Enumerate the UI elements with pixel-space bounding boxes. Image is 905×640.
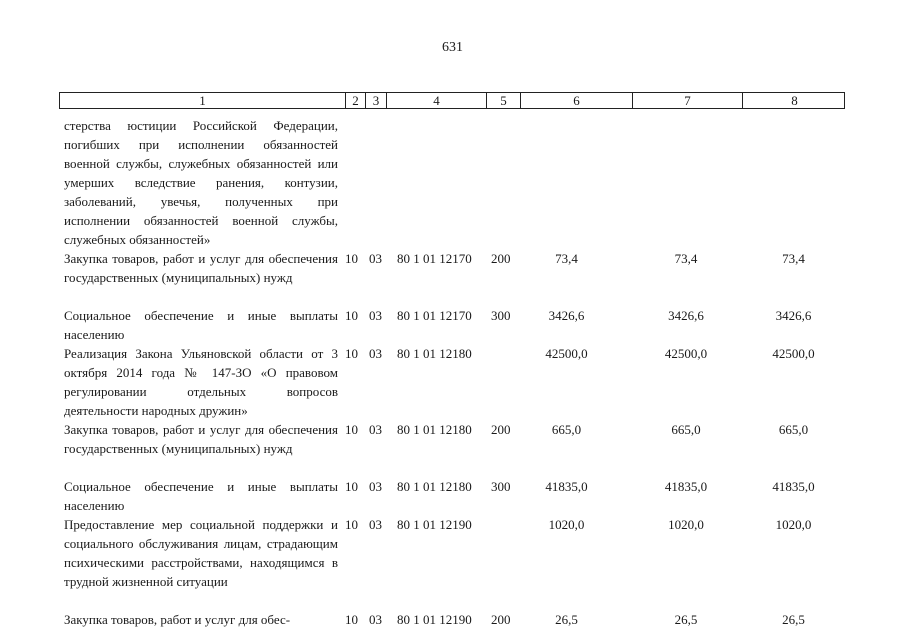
amount-col-6: 73,4 [555, 251, 578, 266]
row-description: Предоставление мер социальной поддержки и социального обслуживания лицам, страдающим психическими расстройствами, находящимся в трудной жизненной ситуации [64, 517, 338, 589]
row-description: Социальное обеспечение и иные выплаты населению [64, 308, 338, 342]
section-code: 10 [345, 422, 358, 437]
subsection-code: 03 [369, 612, 382, 627]
expense-type-code: 200 [491, 612, 511, 627]
amount-col-7: 42500,0 [664, 346, 708, 361]
subsection-code: 03 [369, 422, 382, 437]
section-code: 10 [345, 308, 358, 323]
header-col-4: 4 [386, 93, 486, 108]
target-article-code: 80 1 01 12190 [397, 612, 472, 627]
target-article-code: 80 1 01 12180 [397, 422, 472, 437]
amount-col-8: 3426,6 [775, 308, 812, 323]
target-article-code: 80 1 01 12180 [397, 479, 472, 494]
subsection-code: 03 [369, 308, 382, 323]
expense-type-code: 300 [491, 479, 511, 494]
amount-col-8: 665,0 [778, 422, 809, 437]
target-article-code: 80 1 01 12170 [397, 308, 472, 323]
header-col-1: 1 [199, 93, 206, 108]
section-code: 10 [345, 346, 358, 361]
target-article-code: 80 1 01 12190 [397, 517, 472, 532]
target-article-code: 80 1 01 12170 [397, 251, 472, 266]
expense-type-code: 300 [491, 308, 511, 323]
amount-col-7: 26,5 [674, 612, 698, 627]
subsection-code: 03 [369, 479, 382, 494]
table-body [0, 116, 905, 629]
row-description: Социальное обеспечение и иные выплаты населению [64, 479, 338, 513]
amount-col-7: 1020,0 [668, 517, 704, 532]
section-code: 10 [345, 251, 358, 266]
table-row [0, 249, 905, 306]
table-row [0, 116, 905, 249]
header-col-2: 2 [345, 93, 365, 108]
subsection-code: 03 [369, 346, 382, 361]
amount-col-8: 42500,0 [772, 346, 815, 361]
amount-col-6: 41835,0 [545, 479, 588, 494]
page-number: 631 [442, 40, 463, 55]
amount-col-7: 41835,0 [664, 479, 708, 494]
amount-col-8: 26,5 [782, 612, 805, 627]
section-code: 10 [345, 612, 358, 627]
section-code: 10 [345, 517, 358, 532]
row-description: Закупка товаров, работ и услуг для обеспечения государственных (муниципальных) нужд [64, 251, 338, 285]
expense-type-code: 200 [491, 251, 511, 266]
target-article-code: 80 1 01 12180 [397, 346, 472, 361]
amount-col-7: 3426,6 [668, 308, 704, 323]
amount-col-7: 665,0 [671, 422, 701, 437]
amount-col-7: 73,4 [674, 251, 698, 266]
header-col-8: 8 [742, 93, 846, 108]
row-description: Закупка товаров, работ и услуг для обес- [64, 612, 291, 627]
section-code: 10 [345, 479, 358, 494]
table-row [0, 610, 905, 629]
table-row [0, 420, 905, 477]
amount-col-8: 41835,0 [772, 479, 815, 494]
table-row [0, 306, 905, 344]
header-col-5: 5 [486, 93, 520, 108]
header-col-3: 3 [365, 93, 386, 108]
row-description: Закупка товаров, работ и услуг для обеспечения государственных (муниципальных) нужд [64, 422, 338, 456]
header-col-7: 7 [632, 93, 742, 108]
subsection-code: 03 [369, 517, 382, 532]
row-description: стерства юстиции Российской Федерации, погибших при исполнении обязанностей военной службы, служебных обязанностей или умерших вследствие ранения, контузии, заболеваний, увечья, полученных при исполнении обязанностей военной службы, служебных обязанностей» [64, 118, 338, 247]
amount-col-6: 665,0 [551, 422, 582, 437]
amount-col-6: 3426,6 [548, 308, 585, 323]
header-col-6: 6 [520, 93, 632, 108]
amount-col-8: 73,4 [782, 251, 805, 266]
amount-col-8: 1020,0 [775, 517, 812, 532]
table-row [0, 344, 905, 420]
row-description: Реализация Закона Ульяновской области от 3 октября 2014 года № 147-ЗО «О правовом регулировании отдельных вопросов деятельности народных дружин» [64, 346, 338, 418]
amount-col-6: 1020,0 [548, 517, 585, 532]
amount-col-6: 26,5 [555, 612, 578, 627]
amount-col-6: 42500,0 [545, 346, 588, 361]
table-row [0, 515, 905, 610]
expense-type-code: 200 [491, 422, 511, 437]
subsection-code: 03 [369, 251, 382, 266]
table-row [0, 477, 905, 515]
table-header [59, 92, 845, 109]
